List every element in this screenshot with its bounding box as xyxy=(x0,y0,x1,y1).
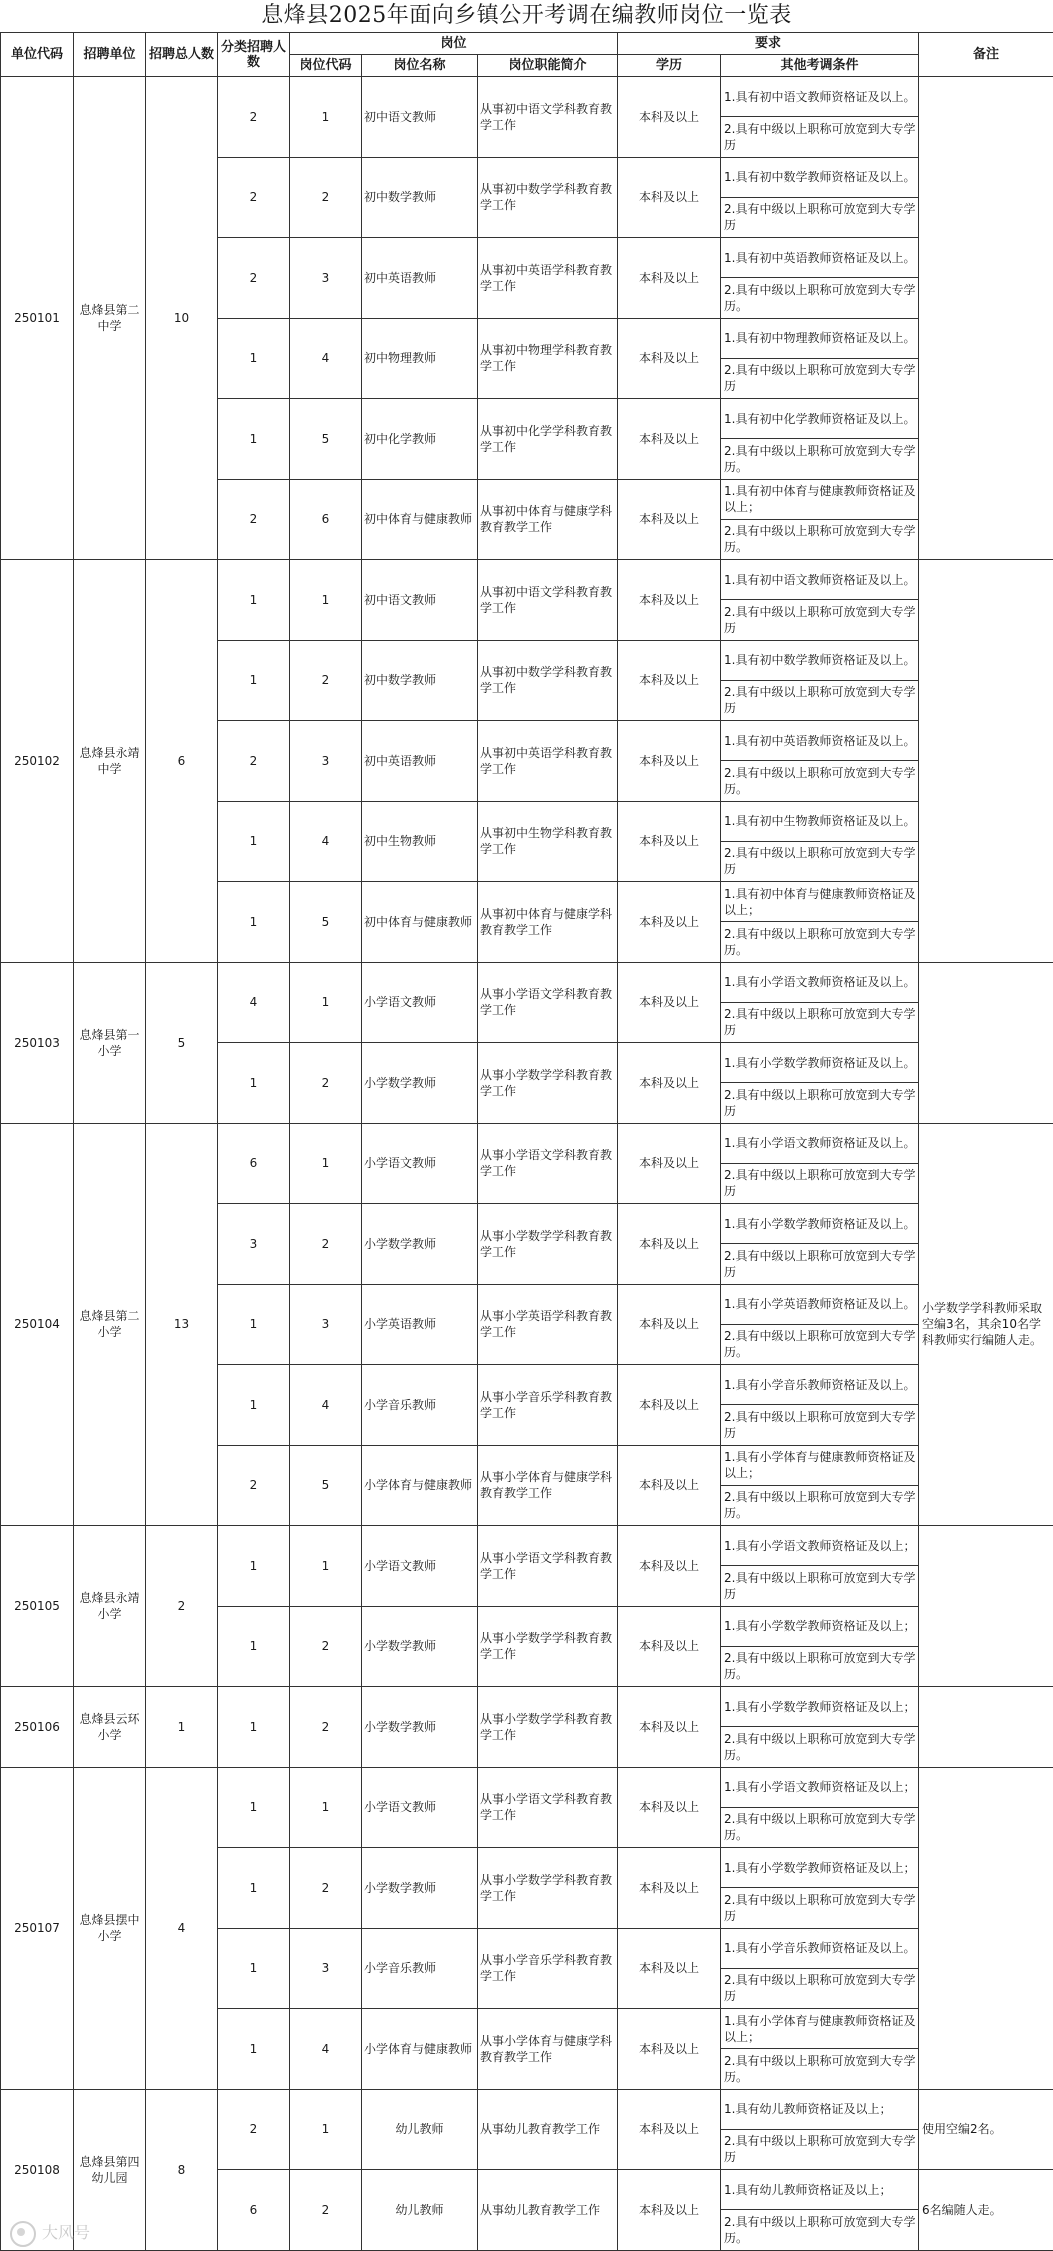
education-cell: 本科及以上 xyxy=(618,399,721,480)
category-count-cell: 1 xyxy=(218,560,290,641)
category-count-cell: 2 xyxy=(218,2089,290,2170)
category-count-cell: 1 xyxy=(218,1606,290,1687)
header-position-name: 岗位名称 xyxy=(362,55,478,77)
condition-1-cell: 1.具有初中化学教师资格证及以上。 xyxy=(721,399,919,439)
condition-1-cell: 1.具有初中英语教师资格证及以上。 xyxy=(721,721,919,761)
position-name-cell: 初中物理教师 xyxy=(362,318,478,399)
table-row xyxy=(1,1687,1053,1727)
duty-cell: 从事小学数学学科教育教学工作 xyxy=(478,1204,618,1285)
education-cell: 本科及以上 xyxy=(618,157,721,238)
education-cell: 本科及以上 xyxy=(618,882,721,963)
condition-2-cell: 2.具有中级以上职称可放宽到大专学历 xyxy=(721,1566,919,1606)
education-cell: 本科及以上 xyxy=(618,1767,721,1848)
education-cell: 本科及以上 xyxy=(618,1365,721,1446)
position-name-cell: 初中语文教师 xyxy=(362,77,478,158)
remark-cell: 使用空编2名。 xyxy=(919,2089,1053,2170)
remark-cell xyxy=(919,1526,1053,1687)
category-count-cell: 6 xyxy=(218,1123,290,1204)
duty-cell: 从事初中生物学科教育教学工作 xyxy=(478,801,618,882)
position-code-cell: 1 xyxy=(290,1767,362,1848)
table-row xyxy=(1,1123,1053,1163)
education-cell: 本科及以上 xyxy=(618,560,721,641)
condition-1-cell: 1.具有初中数学教师资格证及以上。 xyxy=(721,640,919,680)
position-name-cell: 初中生物教师 xyxy=(362,801,478,882)
duty-cell: 从事初中语文学科教育教学工作 xyxy=(478,560,618,641)
category-count-cell: 1 xyxy=(218,640,290,721)
position-name-cell: 小学数学教师 xyxy=(362,1204,478,1285)
unit-name-cell: 息烽县永靖小学 xyxy=(74,1526,146,1687)
duty-cell: 从事初中物理学科教育教学工作 xyxy=(478,318,618,399)
position-code-cell: 6 xyxy=(290,479,362,560)
watermark xyxy=(10,2219,90,2247)
condition-1-cell: 1.具有小学语文教师资格证及以上； xyxy=(721,1526,919,1566)
position-name-cell: 初中英语教师 xyxy=(362,238,478,319)
condition-2-cell: 2.具有中级以上职称可放宽到大专学历。 xyxy=(721,1807,919,1847)
position-name-cell: 小学数学教师 xyxy=(362,1606,478,1687)
position-name-cell: 初中数学教师 xyxy=(362,640,478,721)
education-cell: 本科及以上 xyxy=(618,801,721,882)
duty-cell: 从事初中体育与健康学科教育教学工作 xyxy=(478,882,618,963)
position-code-cell: 1 xyxy=(290,962,362,1043)
condition-2-cell: 2.具有中级以上职称可放宽到大专学历。 xyxy=(721,439,919,479)
remark-cell xyxy=(919,1767,1053,2089)
condition-1-cell: 1.具有幼儿教师资格证及以上； xyxy=(721,2089,919,2129)
header-unit-code: 单位代码 xyxy=(1,33,74,77)
position-code-cell: 4 xyxy=(290,2009,362,2090)
position-code-cell: 2 xyxy=(290,157,362,238)
education-cell: 本科及以上 xyxy=(618,1928,721,2009)
header-other-conditions: 其他考调条件 xyxy=(721,55,919,77)
education-cell: 本科及以上 xyxy=(618,2170,721,2251)
unit-name-cell: 息烽县第四幼儿园 xyxy=(74,2089,146,2251)
condition-2-cell: 2.具有中级以上职称可放宽到大专学历 xyxy=(721,1163,919,1203)
condition-2-cell: 2.具有中级以上职称可放宽到大专学历。 xyxy=(721,1646,919,1686)
watermark-text: 大风号 xyxy=(42,2223,91,2242)
condition-2-cell: 2.具有中级以上职称可放宽到大专学历 xyxy=(721,1083,919,1123)
unit-name-cell: 息烽县第二小学 xyxy=(74,1123,146,1526)
position-code-cell: 1 xyxy=(290,2089,362,2170)
unit-total-cell: 2 xyxy=(146,1526,218,1687)
education-cell: 本科及以上 xyxy=(618,1687,721,1768)
position-code-cell: 4 xyxy=(290,801,362,882)
position-code-cell: 3 xyxy=(290,721,362,802)
category-count-cell: 2 xyxy=(218,721,290,802)
category-count-cell: 2 xyxy=(218,1445,290,1526)
condition-2-cell: 2.具有中级以上职称可放宽到大专学历 xyxy=(721,2129,919,2169)
duty-cell: 从事初中英语学科教育教学工作 xyxy=(478,721,618,802)
condition-2-cell: 2.具有中级以上职称可放宽到大专学历。 xyxy=(721,519,919,559)
position-code-cell: 5 xyxy=(290,399,362,480)
remark-cell xyxy=(919,560,1053,963)
education-cell: 本科及以上 xyxy=(618,721,721,802)
remark-cell xyxy=(919,1687,1053,1768)
position-name-cell: 小学数学教师 xyxy=(362,1043,478,1124)
position-name-cell: 初中体育与健康教师 xyxy=(362,479,478,560)
education-cell: 本科及以上 xyxy=(618,1043,721,1124)
duty-cell: 从事小学英语学科教育教学工作 xyxy=(478,1284,618,1365)
unit-name-cell: 息烽县永靖中学 xyxy=(74,560,146,963)
position-name-cell: 小学语文教师 xyxy=(362,1526,478,1607)
unit-name-cell: 息烽县第一小学 xyxy=(74,962,146,1123)
duty-cell: 从事小学语文学科教育教学工作 xyxy=(478,962,618,1043)
unit-total-cell: 4 xyxy=(146,1767,218,2089)
category-count-cell: 2 xyxy=(218,157,290,238)
education-cell: 本科及以上 xyxy=(618,1848,721,1929)
unit-code-cell: 250107 xyxy=(1,1767,74,2089)
position-code-cell: 1 xyxy=(290,77,362,158)
unit-total-cell: 13 xyxy=(146,1123,218,1526)
condition-1-cell: 1.具有小学体育与健康教师资格证及以上； xyxy=(721,1445,919,1485)
education-cell: 本科及以上 xyxy=(618,77,721,158)
position-name-cell: 初中数学教师 xyxy=(362,157,478,238)
unit-name-cell: 息烽县第二中学 xyxy=(74,77,146,560)
education-cell: 本科及以上 xyxy=(618,1284,721,1365)
unit-code-cell: 250108 xyxy=(1,2089,74,2251)
position-name-cell: 小学音乐教师 xyxy=(362,1928,478,2009)
condition-2-cell: 2.具有中级以上职称可放宽到大专学历 xyxy=(721,1968,919,2008)
category-count-cell: 1 xyxy=(218,1928,290,2009)
header-duty: 岗位职能简介 xyxy=(478,55,618,77)
position-code-cell: 2 xyxy=(290,1043,362,1124)
position-name-cell: 初中体育与健康教师 xyxy=(362,882,478,963)
table-body xyxy=(1,77,1053,2251)
education-cell: 本科及以上 xyxy=(618,318,721,399)
condition-2-cell: 2.具有中级以上职称可放宽到大专学历 xyxy=(721,1002,919,1042)
condition-1-cell: 1.具有小学音乐教师资格证及以上。 xyxy=(721,1928,919,1968)
unit-code-cell: 250101 xyxy=(1,77,74,560)
education-cell: 本科及以上 xyxy=(618,2009,721,2090)
category-count-cell: 1 xyxy=(218,1687,290,1768)
position-name-cell: 初中化学教师 xyxy=(362,399,478,480)
page-title: 息烽县2025年面向乡镇公开考调在编教师岗位一览表 xyxy=(261,3,792,28)
position-name-cell: 小学英语教师 xyxy=(362,1284,478,1365)
condition-2-cell: 2.具有中级以上职称可放宽到大专学历。 xyxy=(721,1485,919,1525)
condition-2-cell: 2.具有中级以上职称可放宽到大专学历。 xyxy=(721,1727,919,1767)
table-row xyxy=(1,2089,1053,2129)
duty-cell: 从事小学语文学科教育教学工作 xyxy=(478,1526,618,1607)
table-row xyxy=(1,560,1053,600)
duty-cell: 从事小学体育与健康学科教育教学工作 xyxy=(478,1445,618,1526)
duty-cell: 从事初中英语学科教育教学工作 xyxy=(478,238,618,319)
header-requirements: 要求 xyxy=(618,33,919,55)
condition-2-cell: 2.具有中级以上职称可放宽到大专学历。 xyxy=(721,2049,919,2089)
unit-total-cell: 6 xyxy=(146,560,218,963)
condition-2-cell: 2.具有中级以上职称可放宽到大专学历。 xyxy=(721,922,919,962)
education-cell: 本科及以上 xyxy=(618,2089,721,2170)
education-cell: 本科及以上 xyxy=(618,1204,721,1285)
condition-2-cell: 2.具有中级以上职称可放宽到大专学历。 xyxy=(721,761,919,801)
condition-2-cell: 2.具有中级以上职称可放宽到大专学历 xyxy=(721,358,919,398)
duty-cell: 从事小学音乐学科教育教学工作 xyxy=(478,1365,618,1446)
condition-1-cell: 1.具有初中语文教师资格证及以上。 xyxy=(721,560,919,600)
unit-code-cell: 250104 xyxy=(1,1123,74,1526)
education-cell: 本科及以上 xyxy=(618,238,721,319)
duty-cell: 从事初中数学学科教育教学工作 xyxy=(478,640,618,721)
condition-1-cell: 1.具有小学数学教师资格证及以上； xyxy=(721,1848,919,1888)
condition-1-cell: 1.具有小学数学教师资格证及以上。 xyxy=(721,1043,919,1083)
unit-total-cell: 1 xyxy=(146,1687,218,1768)
duty-cell: 从事初中体育与健康学科教育教学工作 xyxy=(478,479,618,560)
duty-cell: 从事初中语文学科教育教学工作 xyxy=(478,77,618,158)
category-count-cell: 1 xyxy=(218,801,290,882)
position-code-cell: 2 xyxy=(290,1204,362,1285)
condition-2-cell: 2.具有中级以上职称可放宽到大专学历 xyxy=(721,841,919,881)
education-cell: 本科及以上 xyxy=(618,1606,721,1687)
position-name-cell: 小学数学教师 xyxy=(362,1848,478,1929)
education-cell: 本科及以上 xyxy=(618,479,721,560)
position-code-cell: 2 xyxy=(290,640,362,721)
position-code-cell: 1 xyxy=(290,1123,362,1204)
condition-1-cell: 1.具有小学语文教师资格证及以上； xyxy=(721,1767,919,1807)
remark-cell xyxy=(919,77,1053,560)
position-code-cell: 3 xyxy=(290,1284,362,1365)
condition-2-cell: 2.具有中级以上职称可放宽到大专学历 xyxy=(721,1244,919,1284)
category-count-cell: 4 xyxy=(218,962,290,1043)
position-name-cell: 小学语文教师 xyxy=(362,1123,478,1204)
unit-code-cell: 250103 xyxy=(1,962,74,1123)
position-code-cell: 3 xyxy=(290,238,362,319)
condition-1-cell: 1.具有小学数学教师资格证及以上。 xyxy=(721,1204,919,1244)
position-name-cell: 小学语文教师 xyxy=(362,1767,478,1848)
position-code-cell: 4 xyxy=(290,318,362,399)
duty-cell: 从事小学数学学科教育教学工作 xyxy=(478,1848,618,1929)
duty-cell: 从事初中化学学科教育教学工作 xyxy=(478,399,618,480)
condition-2-cell: 2.具有中级以上职称可放宽到大专学历。 xyxy=(721,278,919,318)
position-code-cell: 2 xyxy=(290,1687,362,1768)
condition-2-cell: 2.具有中级以上职称可放宽到大专学历 xyxy=(721,197,919,237)
category-count-cell: 2 xyxy=(218,479,290,560)
position-name-cell: 小学体育与健康教师 xyxy=(362,2009,478,2090)
condition-1-cell: 1.具有小学数学教师资格证及以上； xyxy=(721,1606,919,1646)
duty-cell: 从事幼儿教育教学工作 xyxy=(478,2089,618,2170)
category-count-cell: 1 xyxy=(218,1767,290,1848)
remark-cell: 6名编随人走。 xyxy=(919,2170,1053,2251)
condition-1-cell: 1.具有初中语文教师资格证及以上。 xyxy=(721,77,919,117)
category-count-cell: 3 xyxy=(218,1204,290,1285)
duty-cell: 从事小学数学学科教育教学工作 xyxy=(478,1043,618,1124)
position-code-cell: 3 xyxy=(290,1928,362,2009)
unit-code-cell: 250102 xyxy=(1,560,74,963)
position-code-cell: 2 xyxy=(290,1606,362,1687)
category-count-cell: 1 xyxy=(218,1526,290,1607)
condition-1-cell: 1.具有小学英语教师资格证及以上。 xyxy=(721,1284,919,1324)
unit-code-cell: 250105 xyxy=(1,1526,74,1687)
education-cell: 本科及以上 xyxy=(618,640,721,721)
category-count-cell: 1 xyxy=(218,1284,290,1365)
position-name-cell: 小学语文教师 xyxy=(362,962,478,1043)
condition-1-cell: 1.具有初中数学教师资格证及以上。 xyxy=(721,157,919,197)
position-code-cell: 5 xyxy=(290,1445,362,1526)
condition-2-cell: 2.具有中级以上职称可放宽到大专学历 xyxy=(721,1405,919,1445)
unit-name-cell: 息烽县摆中小学 xyxy=(74,1767,146,2089)
position-code-cell: 2 xyxy=(290,1848,362,1929)
education-cell: 本科及以上 xyxy=(618,1123,721,1204)
duty-cell: 从事小学语文学科教育教学工作 xyxy=(478,1123,618,1204)
position-code-cell: 1 xyxy=(290,1526,362,1607)
position-name-cell: 小学音乐教师 xyxy=(362,1365,478,1446)
header-category-count: 分类招聘人数 xyxy=(218,33,290,77)
unit-total-cell: 10 xyxy=(146,77,218,560)
duty-cell: 从事小学音乐学科教育教学工作 xyxy=(478,1928,618,2009)
condition-1-cell: 1.具有小学语文教师资格证及以上。 xyxy=(721,1123,919,1163)
condition-1-cell: 1.具有小学体育与健康教师资格证及以上； xyxy=(721,2009,919,2049)
condition-2-cell: 2.具有中级以上职称可放宽到大专学历。 xyxy=(721,2210,919,2251)
duty-cell: 从事小学语文学科教育教学工作 xyxy=(478,1767,618,1848)
category-count-cell: 2 xyxy=(218,77,290,158)
table-row xyxy=(1,1526,1053,1566)
table-header xyxy=(1,33,1053,77)
category-count-cell: 1 xyxy=(218,1365,290,1446)
duty-cell: 从事小学数学学科教育教学工作 xyxy=(478,1687,618,1768)
condition-1-cell: 1.具有初中体育与健康教师资格证及以上； xyxy=(721,882,919,922)
condition-2-cell: 2.具有中级以上职称可放宽到大专学历 xyxy=(721,117,919,157)
category-count-cell: 1 xyxy=(218,1848,290,1929)
category-count-cell: 1 xyxy=(218,1043,290,1124)
condition-2-cell: 2.具有中级以上职称可放宽到大专学历 xyxy=(721,1888,919,1928)
education-cell: 本科及以上 xyxy=(618,1526,721,1607)
condition-2-cell: 2.具有中级以上职称可放宽到大专学历 xyxy=(721,680,919,720)
position-code-cell: 1 xyxy=(290,560,362,641)
condition-1-cell: 1.具有初中物理教师资格证及以上。 xyxy=(721,318,919,358)
education-cell: 本科及以上 xyxy=(618,1445,721,1526)
category-count-cell: 1 xyxy=(218,318,290,399)
table-row xyxy=(1,77,1053,117)
condition-1-cell: 1.具有初中英语教师资格证及以上。 xyxy=(721,238,919,278)
remark-cell xyxy=(919,962,1053,1123)
header-remarks: 备注 xyxy=(919,33,1053,77)
header-education: 学历 xyxy=(618,55,721,77)
condition-1-cell: 1.具有小学音乐教师资格证及以上。 xyxy=(721,1365,919,1405)
unit-name-cell: 息烽县云环小学 xyxy=(74,1687,146,1768)
position-name-cell: 小学数学教师 xyxy=(362,1687,478,1768)
duty-cell: 从事小学数学学科教育教学工作 xyxy=(478,1606,618,1687)
category-count-cell: 1 xyxy=(218,2009,290,2090)
remark-cell: 小学数学学科教师采取空编3名，其余10名学科教师实行编随人走。 xyxy=(919,1123,1053,1526)
duty-cell: 从事小学体育与健康学科教育教学工作 xyxy=(478,2009,618,2090)
positions-table xyxy=(0,32,1053,2251)
position-code-cell: 2 xyxy=(290,2170,362,2251)
position-name-cell: 初中语文教师 xyxy=(362,560,478,641)
category-count-cell: 1 xyxy=(218,399,290,480)
condition-1-cell: 1.具有幼儿教师资格证及以上； xyxy=(721,2170,919,2210)
header-position: 岗位 xyxy=(290,33,618,55)
duty-cell: 从事幼儿教育教学工作 xyxy=(478,2170,618,2251)
table-row xyxy=(1,962,1053,1002)
header-position-code: 岗位代码 xyxy=(290,55,362,77)
unit-total-cell: 5 xyxy=(146,962,218,1123)
table-row xyxy=(1,1767,1053,1807)
category-count-cell: 1 xyxy=(218,882,290,963)
position-name-cell: 幼儿教师 xyxy=(362,2089,478,2170)
header-total: 招聘总人数 xyxy=(146,33,218,77)
condition-1-cell: 1.具有初中生物教师资格证及以上。 xyxy=(721,801,919,841)
condition-1-cell: 1.具有小学数学教师资格证及以上； xyxy=(721,1687,919,1727)
header-unit-name: 招聘单位 xyxy=(74,33,146,77)
position-name-cell: 小学体育与健康教师 xyxy=(362,1445,478,1526)
position-code-cell: 4 xyxy=(290,1365,362,1446)
unit-code-cell: 250106 xyxy=(1,1687,74,1768)
education-cell: 本科及以上 xyxy=(618,962,721,1043)
condition-1-cell: 1.具有小学语文教师资格证及以上。 xyxy=(721,962,919,1002)
position-code-cell: 5 xyxy=(290,882,362,963)
watermark-logo-icon xyxy=(10,2221,36,2247)
position-name-cell: 幼儿教师 xyxy=(362,2170,478,2251)
position-name-cell: 初中英语教师 xyxy=(362,721,478,802)
category-count-cell: 6 xyxy=(218,2170,290,2251)
unit-total-cell: 8 xyxy=(146,2089,218,2251)
duty-cell: 从事初中数学学科教育教学工作 xyxy=(478,157,618,238)
condition-2-cell: 2.具有中级以上职称可放宽到大专学历。 xyxy=(721,1324,919,1364)
condition-1-cell: 1.具有初中体育与健康教师资格证及以上； xyxy=(721,479,919,519)
category-count-cell: 2 xyxy=(218,238,290,319)
condition-2-cell: 2.具有中级以上职称可放宽到大专学历 xyxy=(721,600,919,640)
